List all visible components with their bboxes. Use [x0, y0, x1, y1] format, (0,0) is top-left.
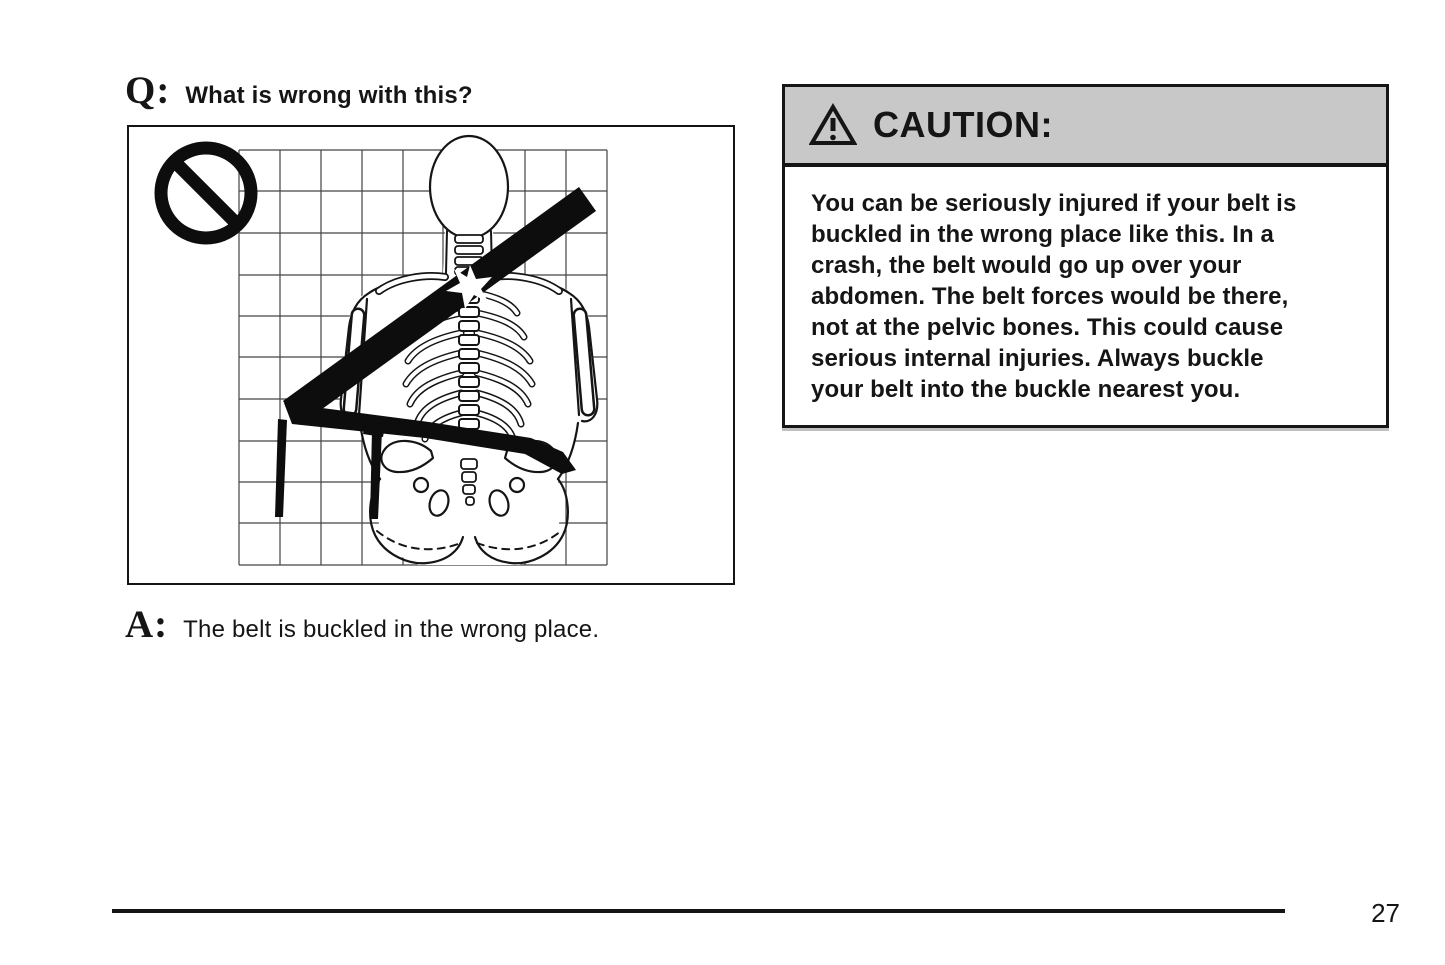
caution-body [785, 167, 1386, 425]
answer-prefix: A: [125, 603, 169, 646]
question-text: What is wrong with this? [185, 82, 473, 109]
warning-triangle-icon [809, 103, 857, 147]
caution-body-line: You can be seriously injured if your belt is [811, 190, 1297, 217]
page-number: 27 [1371, 898, 1400, 928]
caution-header [785, 87, 1386, 167]
caution-body-line: buckled in the wrong place like this. In a [811, 221, 1274, 248]
caution-box [782, 84, 1389, 428]
skeleton-arm-right [580, 315, 588, 409]
footer-rule [112, 909, 1285, 913]
caution-body-line: crash, the belt would go up over your [811, 252, 1242, 279]
question-prefix: Q: [125, 69, 171, 112]
skeleton-head [430, 136, 508, 238]
caution-body-line: abdomen. The belt forces would be there, [811, 283, 1289, 310]
belt-strap-left [275, 419, 287, 517]
caution-body-line: not at the pelvic bones. This could cause [811, 314, 1284, 341]
belt-illustration [127, 125, 735, 585]
no-prohibition-icon [161, 148, 251, 238]
belt-illustration-svg [129, 127, 733, 583]
answer-text: The belt is buckled in the wrong place. [183, 616, 600, 643]
caution-body-line: your belt into the buckle nearest you. [811, 376, 1241, 403]
answer-line [125, 602, 599, 647]
caution-body-line: serious internal injuries. Always buckle [811, 345, 1264, 372]
question-heading [125, 68, 473, 113]
caution-title: CAUTION: [873, 104, 1053, 145]
